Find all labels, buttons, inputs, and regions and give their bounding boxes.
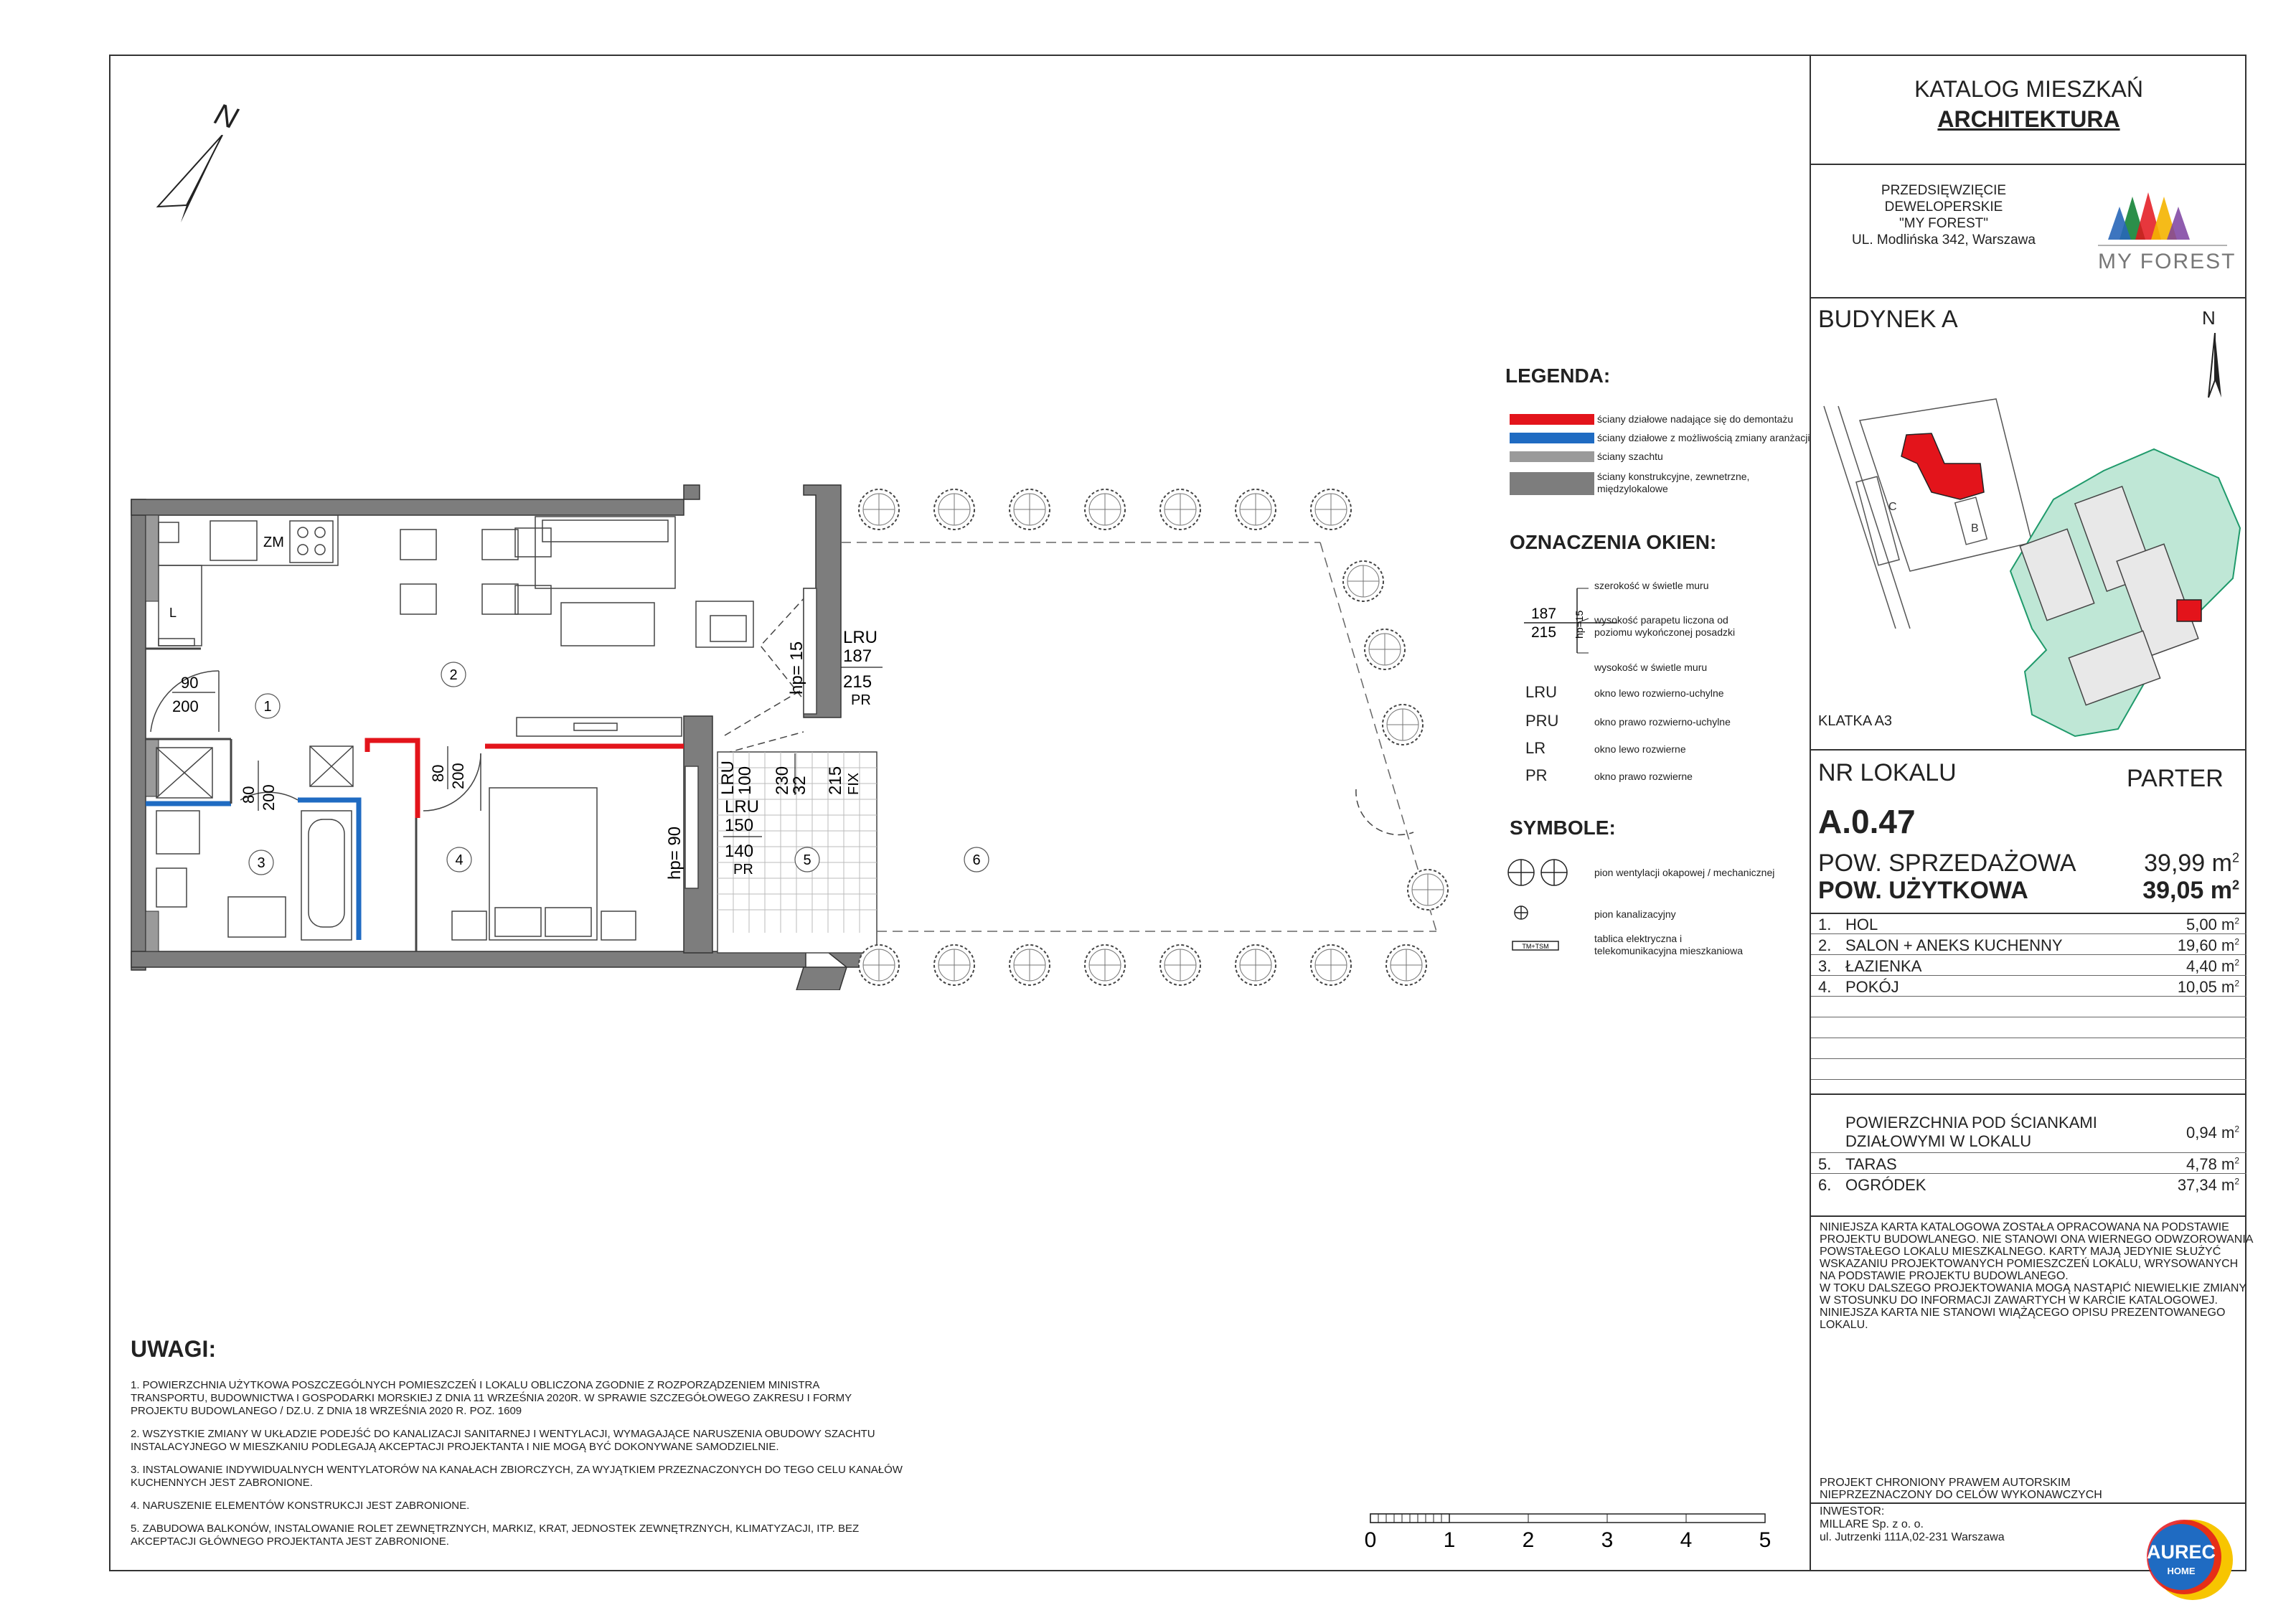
catalog-title: KATALOG MIESZKAŃ — [1914, 76, 2143, 102]
notes-list: 1. POWIERZCHNIA UŻYTKOWA POSZCZEGÓLNYCH POMIESZCZEŃ I LOKALU OBLICZONA ZGODNIE Z ROZPORZĄDZENIEM MINISTRA TRANSPORTU, BUDOWNICTWA I GOSPODARKI MORSKIEJ Z DNIA 11 WRZEŚNIA 2020R. W SPRAWIE SZCZEGÓŁOWEGO ZAKRESU I FORMY PROJEKTU BUDOWLANEGO / DZ.U. Z DNIA 18 WRZEŚNIA 2020 R. POZ. 1609 2. WSZYSTKIE ZMIANY W UKŁADZIE PODEJŚĆ DO KANALIZACJI SANITARNEJ I WENTYLACJI, WYMAGAJĄCE NARUSZENIA OBUDOWY SZACHTU INSTALACYJNEGO W MIESZKANIU PODLEGAJĄ AKCEPTACJI PROJEKTANTA I NIE MOGĄ BYĆ DOKONYWANE SAMODZIELNIE. 3. INSTALOWANIE INDYWIDUALNYCH WENTYLATORÓW NA KANAŁACH ZBIORCZYCH, ZA WYJĄTKIEM PRZEZNACZONYCH DO TEGO CELU KANAŁÓW KUCHENNYCH JEST ZABRONIONE. 4. NARUSZENIE ELEMENTÓW KONSTRUKCJI JEST ZABRONIONE. 5. ZABUDOWA BALKONÓW, INSTALOWANIE ROLET ZEWNĘTRZNYCH, MARKIZ, KRAT, JEDNOSTEK ZEWNĘTRZNYCH, KLIMATYZACJI, ITP. BEZ AKCEPTACJI GŁÓWNEGO PROJEKTANTA JEST ZABRONIONE. — [131, 1379, 903, 1548]
room-number: 6 — [972, 852, 981, 868]
legend-swatch-blue — [1510, 433, 1594, 443]
window-width: 150 — [725, 816, 754, 835]
window-dim: 230 — [773, 766, 792, 795]
window-side: PR — [733, 862, 753, 878]
fridge-label: ZM — [263, 535, 284, 550]
window-type-desc: okno lewo rozwierne — [1594, 743, 1686, 755]
room-number: 3 — [257, 855, 265, 871]
window-type-desc: okno lewo rozwierno-uchylne — [1594, 687, 1724, 699]
door-width: 80 — [240, 786, 258, 804]
window-type: LRU — [718, 760, 738, 795]
disclaimer: NINIEJSZA KARTA KATALOGOWA ZOSTAŁA OPRACOWANA NA PODSTAWIE PROJEKTU BUDOWLANEGO. NIE STANOWI ONA WIERNEGO ODWZOROWANIA POWSTAŁEGO LOKALU MIESZKALNEGO. KARTY MAJĄ JEDYNIE SŁUŻYĆ WSKAZANIU PROJEKTOWANYCH POMIESZCZEŃ LOKALU, WRYSOWANYCH NA PODSTAWIE PROJEKTU BUDOWLANEGO. W TOKU DALSZEGO PROJEKTOWANIA MOGĄ NASTĄPIĆ NIEWIELKIE ZMIANY W STOSUNKU DO INFORMACJI ZAWARTYCH W KARCIE KATALOGOWEJ. NINIEJSZA KARTA NIE STANOWI WIĄŻĄCEGO OPISU PREZENTOWANEGO LOKALU. — [1820, 1221, 2254, 1331]
legend-swatch-red — [1510, 414, 1594, 425]
win-legend-bottom: 215 — [1531, 624, 1557, 641]
scale-label: 2 — [1522, 1528, 1535, 1552]
room-row: 4. POKÓJ 10,05 $m^2$ — [1811, 975, 2246, 997]
window-hp: hp= 15 — [787, 641, 806, 695]
info-panel — [1810, 55, 2254, 1576]
window-type: LRU — [843, 628, 878, 647]
catalog-subtitle: ARCHITEKTURA — [1937, 106, 2120, 132]
window-type-code: PRU — [1525, 712, 1559, 730]
scale-label: 5 — [1759, 1528, 1772, 1552]
site-north-arrow-icon — [2204, 333, 2226, 399]
win-desc: wysokość w świetle muru — [1594, 662, 1708, 673]
win-legend-top: 187 — [1531, 606, 1557, 622]
usable-area-label: POW. UŻYTKOWA — [1818, 877, 2028, 904]
scale-label: 4 — [1680, 1528, 1693, 1552]
extra-row: 6. OGRÓDEK 37,34 $m^2$ — [1818, 1176, 2239, 1194]
symbol-desc: tablica elektryczna i telekomunikacyjna mieszkaniowa — [1594, 933, 1743, 956]
legend-swatch-darkgrey — [1510, 472, 1594, 495]
site-label-c: C — [1888, 501, 1897, 513]
walls-area-value: 0,94 $m^2$ — [2186, 1124, 2239, 1142]
window-dim: 215 — [826, 766, 845, 795]
door-width: 80 — [429, 764, 447, 782]
unit-number: A.0.47 — [1818, 803, 1916, 840]
symbol-desc: pion wentylacji okapowej / mechanicznej — [1594, 867, 1775, 878]
site-north-label: N — [2202, 307, 2216, 329]
site-label-b: B — [1971, 522, 1979, 535]
window-type-code: LRU — [1525, 683, 1558, 701]
symbols-title: SYMBOLE: — [1510, 817, 1616, 839]
notes-title: UWAGI: — [131, 1336, 217, 1362]
window-type-code: PR — [1525, 766, 1548, 784]
room-number: 5 — [803, 852, 811, 868]
window-side: PR — [851, 692, 871, 708]
plan-north-label: N — [210, 96, 243, 136]
legend-text: ściany konstrukcyjne, zewnetrzne, międzylokalowe — [1597, 471, 1750, 494]
scale-label: 3 — [1601, 1528, 1614, 1552]
extra-row: 5. TARAS 4,78 $m^2$ — [1811, 1152, 2246, 1174]
scale-label: 0 — [1364, 1528, 1377, 1552]
site-plan — [1817, 392, 2244, 794]
copyright-note: PROJEKT CHRONIONY PRAWEM AUTORSKIM NIEPRZEZNACZONY DO CELÓW WYKONAWCZYCH — [1820, 1477, 2102, 1501]
door-height: 200 — [449, 763, 467, 789]
aurec-logo-text: AUREC — [2146, 1541, 2216, 1563]
win-desc: wysokość parapetu liczona od poziomu wykończonej posadzki — [1594, 614, 1736, 638]
window-height: 140 — [725, 842, 754, 861]
room-number: 2 — [449, 667, 458, 683]
washer-label: L — [169, 606, 177, 620]
windows-title: OZNACZENIA OKIEN: — [1510, 531, 1717, 553]
plan-north-arrow-icon — [144, 135, 244, 228]
developer-info: PRZEDSIĘWZIĘCIE DEWELOPERSKIE "MY FOREST" UL. Modlińska 342, Warszawa — [1852, 183, 2036, 248]
unit-floor: PARTER — [2127, 765, 2224, 792]
window-dim: 32 — [790, 776, 809, 795]
window-type-desc: okno prawo rozwierne — [1594, 771, 1693, 782]
symbol-desc: pion kanalizacyjny — [1594, 908, 1676, 920]
sales-area-value: 39,99 $m^2$ — [2144, 850, 2239, 877]
aurec-logo-sub: HOME — [2167, 1566, 2196, 1576]
stairwell-label: KLATKA A3 — [1818, 713, 1893, 729]
room-number: 4 — [455, 852, 464, 868]
window-type-desc: okno prawo rozwierno-uchylne — [1594, 716, 1731, 728]
sales-area-label: POW. SPRZEDAŻOWA — [1818, 850, 2076, 877]
window-width: 100 — [735, 766, 755, 795]
legend-text: ściany działowe nadające się do demontażu — [1597, 413, 1794, 425]
window-type: LRU — [725, 797, 760, 817]
room-number: 1 — [263, 699, 272, 715]
walls-area-label: POWIERZCHNIA POD ŚCIANKAMI DZIAŁOWYMI W LOKALU — [1845, 1114, 2097, 1150]
my-forest-logo — [2098, 191, 2236, 273]
unit-nr-label: NR LOKALU — [1818, 759, 1957, 786]
window-fix: FIX — [846, 772, 862, 795]
window-hp: hp= 90 — [665, 826, 684, 880]
investor-info: INWESTOR: MILLARE Sp. z o. o. ul. Jutrzenki 111A,02-231 Warszawa — [1820, 1505, 2005, 1543]
floor-plan — [129, 474, 1492, 990]
room-row: 3. ŁAZIENKA 4,40 $m^2$ — [1811, 954, 2246, 976]
door-height: 200 — [260, 784, 278, 811]
window-height: 215 — [843, 672, 872, 692]
symbols-icons — [1507, 851, 1593, 959]
legend-swatch-grey — [1510, 451, 1594, 462]
win-legend-hp: hp=15 — [1573, 610, 1585, 639]
door-height: 200 — [172, 697, 199, 715]
scale-bar — [1356, 1501, 1787, 1558]
panel-icon-label: TM+TSM — [1522, 943, 1549, 950]
room-row: 1. HOL 5,00 $m^2$ — [1811, 913, 2246, 934]
room-row: 2. SALON + ANEKS KUCHENNY 19,60 $m^2$ — [1811, 933, 2246, 955]
logo-text: MY FOREST — [2098, 250, 2236, 273]
usable-area-value: 39,05 $m^2$ — [2142, 877, 2239, 904]
scale-label: 1 — [1443, 1528, 1456, 1552]
legend-text: ściany działowe z możliwością zmiany aranżacji — [1597, 432, 1810, 443]
aurec-logo — [2134, 1517, 2241, 1603]
win-desc: szerokość w świetle muru — [1594, 580, 1709, 591]
legend-title: LEGENDA: — [1505, 364, 1611, 387]
building-label: BUDYNEK A — [1818, 306, 1958, 333]
legend-text: ściany szachtu — [1597, 451, 1663, 462]
window-width: 187 — [843, 646, 872, 666]
door-width: 90 — [181, 674, 199, 692]
window-type-code: LR — [1525, 739, 1546, 757]
